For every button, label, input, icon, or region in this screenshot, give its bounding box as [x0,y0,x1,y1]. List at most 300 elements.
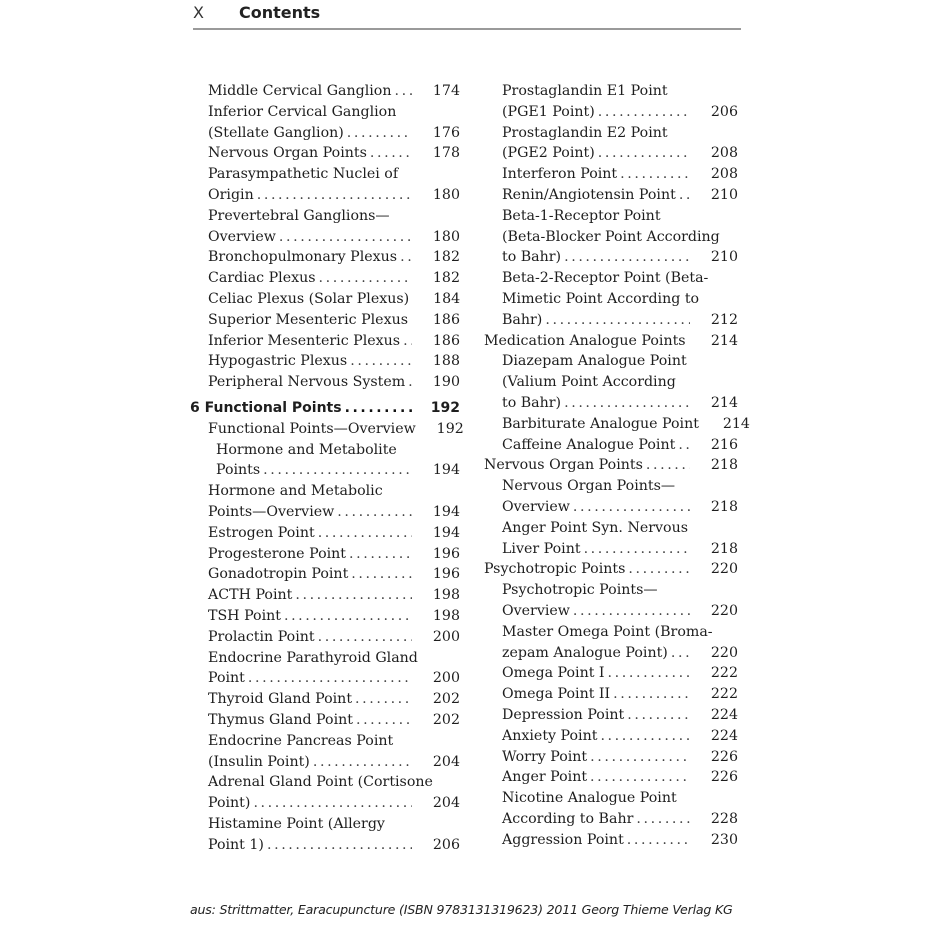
toc-page-number: 188 [432,353,460,370]
toc-entry-line [502,788,738,809]
toc-page-number: 202 [432,711,460,728]
dot-leader [628,559,690,580]
dot-leader [564,393,690,414]
toc-entry-line [502,289,738,310]
toc-entry-title: to Bahr) [502,394,562,411]
toc-entry-line [208,227,460,248]
toc-entry-title: Overview [502,498,570,515]
dot-leader [545,310,690,331]
toc-entry [484,331,738,352]
toc-entry [190,331,460,352]
toc-entry-line [208,523,460,544]
dot-leader [671,643,690,664]
toc-page-number: 194 [432,462,460,479]
toc-entry-line [208,793,460,814]
toc-entry-title: Estrogen Point [208,524,315,541]
toc-entry-title: Nervous Organ Points— [502,478,676,495]
toc-entry-title: Master Omega Point (Broma- [502,623,713,640]
toc-entry [190,544,460,565]
toc-entry [484,684,738,705]
toc-entry-line [208,268,460,289]
toc-chapter-entry [190,398,460,419]
toc-entry-title: zepam Analogue Point) [502,644,668,661]
toc-entry [484,185,738,206]
dot-leader [349,544,412,565]
toc-entry-line [208,123,460,144]
dot-leader [613,684,690,705]
toc-page-number: 194 [432,503,460,520]
toc-entry-line [208,81,460,102]
dot-leader [319,268,412,289]
toc-entry-line [502,268,738,289]
toc-entry [190,81,460,102]
dot-leader [370,143,412,164]
dot-leader [627,830,690,851]
toc-entry-title: Inferior Mesenteric Plexus [208,332,401,349]
dot-leader [598,102,690,123]
toc-entry-line [502,81,738,102]
toc-entry [484,580,738,622]
toc-page-number: 202 [432,691,460,708]
toc-page-number: 230 [710,831,738,848]
toc-entry-line [502,206,738,227]
dot-leader [355,689,412,710]
toc-page-number: 220 [710,561,738,578]
dot-leader [600,726,690,747]
toc-entry [484,81,738,123]
toc-entry-title: (Valium Point According [502,374,676,391]
toc-page-number: 216 [710,436,738,453]
toc-entry-title: Renin/Angiotensin Point [502,186,676,203]
dot-leader [403,331,412,352]
toc-page-number: 190 [432,374,460,391]
toc-entry-title: Liver Point [502,540,581,557]
toc-entry-title: Points—Overview [208,503,335,520]
toc-entry-line [502,227,738,248]
toc-entry-line [502,164,738,185]
toc-entry-line [208,544,460,565]
toc-entry-title: Bronchopulmonary Plexus [208,249,398,266]
toc-entry-title: Gonadotropin Point [208,566,349,583]
toc-column-left [190,81,464,855]
toc-entry [484,518,738,560]
toc-entry-line [208,814,460,835]
toc-entry-line [208,372,460,393]
toc-entry-line [502,185,738,206]
toc-page-number: 212 [710,311,738,328]
toc-page-number: 204 [432,753,460,770]
toc-entry-line [208,648,460,669]
toc-entry-line [502,747,738,768]
toc-entry-title: TSH Point [208,607,281,624]
toc-page-number: 218 [710,498,738,515]
toc-entry [190,710,460,731]
toc-entry [190,143,460,164]
toc-entry-title: Prolactin Point [208,628,315,645]
toc-entry-title: to Bahr) [502,249,562,266]
toc-page-number: 196 [432,545,460,562]
toc-entry-line [502,684,738,705]
toc-entry-line [208,689,460,710]
toc-entry-line [208,668,460,689]
toc-page-number: 224 [710,706,738,723]
toc-entry-line [208,289,460,310]
toc-entry-line [502,476,738,497]
toc-entry-title: Thyroid Gland Point [208,691,353,708]
toc-entry [484,206,738,268]
toc-entry-title: Endocrine Parathyroid Gland [208,649,418,666]
toc-entry [190,564,460,585]
toc-entry-line [208,731,460,752]
toc-page-number: 206 [432,836,460,853]
dot-leader [620,164,690,185]
toc-entry [190,627,460,648]
toc-entry-title: Progesterone Point [208,545,346,562]
toc-entry [190,289,460,310]
toc-page-number: 180 [432,228,460,245]
toc-page-number: 180 [432,186,460,203]
toc-entry-title: Points [216,462,261,479]
toc-entry [190,419,464,440]
toc-page-number: 200 [432,628,460,645]
toc-entry-title: Overview [208,228,276,245]
toc-entry-title: Adrenal Gland Point (Cortisone [208,774,433,791]
toc-entry-line [208,627,460,648]
toc-entry [190,689,460,710]
toc-entry-line [208,310,460,331]
toc-entry [484,164,738,185]
toc-page-number: 194 [432,524,460,541]
toc-entry-title: Prostaglandin E2 Point [502,124,668,141]
toc-entry-line [208,143,460,164]
page-number-roman: X [193,3,204,22]
toc-entry-title: Beta-1-Receptor Point [502,207,661,224]
toc-page-number: 218 [710,457,738,474]
toc-page-number: 182 [432,270,460,287]
dot-leader [573,601,690,622]
toc-entry-title: Aggression Point [502,831,624,848]
toc-page-number: 186 [432,311,460,328]
toc-entry [190,164,460,206]
toc-entry [484,476,738,518]
toc-entry-line [502,497,738,518]
toc-entry-title: Diazepam Analogue Point [502,353,687,370]
toc-page-number: 206 [710,103,738,120]
toc-page-number: 186 [432,332,460,349]
toc-page-number: 192 [436,420,464,437]
source-footer: aus: Strittmatter, Earacupuncture (ISBN 9783131319623) 2011 Georg Thieme Verlag KG [190,902,733,917]
toc-entry [190,206,460,248]
toc-entry [190,351,460,372]
dot-leader [356,710,412,731]
dot-leader [318,523,412,544]
toc-entry-line [502,705,738,726]
toc-entry-title: Nervous Organ Points [208,145,367,162]
toc-entry-title: Medication Analogue Points [484,332,686,349]
dot-leader [564,247,690,268]
toc-entry-title: Barbiturate Analogue Point [502,415,699,432]
dot-leader [313,752,412,773]
toc-entry [190,772,460,814]
toc-entry-title: Hormone and Metabolic [208,483,383,500]
toc-entry-line [208,351,460,372]
toc-page-number: 182 [432,249,460,266]
toc-entry [190,606,460,627]
dot-leader [263,460,412,481]
toc-entry-title: Nervous Organ Points [484,457,643,474]
toc-entry-title: Functional Points—Overview [208,420,416,437]
toc-entry-line [484,559,738,580]
toc-entry-line [502,372,738,393]
toc-entry-line [208,185,460,206]
dot-leader [267,835,412,856]
toc-page-number: 214 [722,415,750,432]
dot-leader [636,809,690,830]
toc-entry [190,814,460,856]
toc-page-number: 220 [710,602,738,619]
toc-entry [484,788,738,830]
toc-entry-title: Point 1) [208,836,264,853]
toc-entry-line [502,435,738,456]
toc-page-number: 226 [710,748,738,765]
toc-entry [484,414,750,435]
toc-entry-line [502,123,738,144]
dot-leader [253,793,412,814]
dot-leader [345,398,412,419]
toc-entry-line [208,164,460,185]
toc-entry-title: Psychotropic Points [484,561,626,578]
toc-entry-title: Mimetic Point According to [502,290,700,307]
toc-entry [190,731,460,773]
toc-entry-line [208,481,460,502]
toc-entry-title: Prostaglandin E1 Point [502,83,668,99]
dot-leader [646,455,690,476]
dot-leader [584,539,690,560]
dot-leader [598,143,690,164]
toc-entry-title: Thymus Gland Point [208,711,353,728]
toc-page-number: 174 [432,83,460,99]
dot-leader [590,767,690,788]
toc-page-number: 222 [710,665,738,682]
toc-entry-title: Interferon Point [502,166,618,183]
toc-entry [484,268,738,330]
toc-entry-title: Origin [208,186,254,203]
dot-leader [573,497,690,518]
toc-entry-title: Omega Point I [502,665,605,682]
toc-entry-line [208,331,460,352]
toc-entry [484,622,738,664]
toc-entry-line [502,518,738,539]
toc-entry [484,559,738,580]
toc-entry-title: Caffeine Analogue Point [502,436,676,453]
toc-page-number: 226 [710,769,738,786]
toc-entry [484,435,738,456]
toc-entry [484,705,738,726]
toc-entry-line [502,143,738,164]
toc-entry-line [208,502,460,523]
toc-page-number: 210 [710,186,738,203]
toc-entry [190,372,460,393]
toc-entry-line [502,663,738,684]
page-title: Contents [239,3,321,22]
toc-entry [484,767,738,788]
toc-entry-line [502,726,738,747]
toc-entry-title: Point [208,670,245,687]
toc-entry-line [208,835,460,856]
toc-page-number: 214 [710,332,738,349]
toc-entry-title: Hormone and Metabolite [216,441,397,458]
dot-leader [590,747,690,768]
toc-entry-title: (Stellate Ganglion) [208,124,344,141]
toc-page-number: 204 [432,795,460,812]
toc-entry-title: 6 Functional Points [190,399,342,416]
toc-entry-line [208,752,460,773]
toc-entry-title: (Insulin Point) [208,753,310,770]
toc-entry [484,351,738,413]
dot-leader [248,668,412,689]
dot-leader [394,81,412,102]
dot-leader [608,663,690,684]
dot-leader [627,705,690,726]
toc-entry-line [502,767,738,788]
toc-page-number: 208 [710,145,738,162]
toc-entry-line [208,419,464,440]
toc-entry-line [502,830,738,851]
toc-entry-line [208,772,460,793]
toc-entry-line [208,206,460,227]
toc-entry-line [216,440,460,461]
dot-leader [257,185,412,206]
toc-entry [190,310,460,331]
toc-entry-title: Inferior Cervical Ganglion [208,103,397,120]
toc-entry-title: Overview [502,602,570,619]
toc-page-number: 222 [710,686,738,703]
toc-page-number: 228 [710,810,738,827]
dot-leader [318,627,412,648]
toc-column-right [484,81,750,850]
toc-entry-title: Hypogastric Plexus [208,353,348,370]
toc-entry-line [502,809,738,830]
dot-leader [347,123,412,144]
toc-entry-line [502,539,738,560]
toc-entry [484,747,738,768]
toc-entry-line [208,564,460,585]
page-header [193,0,741,30]
dot-leader [350,351,412,372]
toc-entry-line [208,247,460,268]
toc-entry-line [216,460,460,481]
toc-entry [190,268,460,289]
toc-entry [484,663,738,684]
toc-page-number: 218 [710,540,738,557]
toc-entry-line [208,585,460,606]
dot-leader [400,247,412,268]
toc-entry-title: Bahr) [502,311,543,328]
toc-entry-title: Parasympathetic Nuclei of [208,166,399,183]
dot-leader [678,435,690,456]
toc-entry-line [208,606,460,627]
toc-entry-title: Endocrine Pancreas Point [208,732,394,749]
dot-leader [337,502,412,523]
toc-entry [484,830,738,851]
toc-entry-title: Cardiac Plexus [208,270,316,287]
toc-entry [190,523,460,544]
toc-entry-line [502,601,738,622]
toc-page-number: 196 [432,566,460,583]
toc-entry [190,247,460,268]
toc-entry-line [502,310,738,331]
dot-leader [351,564,412,585]
toc-entry [190,481,460,523]
toc-entry-line [484,331,738,352]
toc-entry-line [502,622,738,643]
toc-entry-title: Depression Point [502,706,625,723]
toc-entry-title: (PGE1 Point) [502,103,595,120]
toc-entry-line [502,247,738,268]
toc-entry-title: Middle Cervical Ganglion [208,83,392,99]
toc-entry-title: ACTH Point [208,587,293,604]
toc-page-number: 192 [430,399,460,416]
dot-leader [679,185,690,206]
toc-page-number: 178 [432,145,460,162]
toc-entry-title: Nicotine Analogue Point [502,790,677,807]
toc-entry-title: Prevertebral Ganglions— [208,207,390,224]
toc-entry-title: Histamine Point (Allergy [208,815,385,832]
toc-entry [190,648,460,690]
toc-entry-line [208,102,460,123]
toc-entry-title: Point) [208,795,251,812]
toc-entry-title: Superior Mesenteric Plexus [208,311,408,328]
toc-entry-title: Peripheral Nervous System [208,374,406,391]
toc-entry [190,440,460,482]
toc-page-number: 224 [710,727,738,744]
toc-page-number: 198 [432,607,460,624]
toc-page-number: 220 [710,644,738,661]
toc-page-number: 176 [432,124,460,141]
toc-page-number: 208 [710,166,738,183]
toc-entry-line [502,351,738,372]
toc-page-number: 214 [710,394,738,411]
toc-entry-title: Beta-2-Receptor Point (Beta- [502,270,709,287]
dot-leader [284,606,412,627]
toc-entry-title: Omega Point II [502,686,611,703]
toc-entry-title: Celiac Plexus (Solar Plexus) [208,290,410,307]
toc-entry-line [502,414,750,435]
toc-page-number: 198 [432,587,460,604]
toc-entry [484,123,738,165]
toc-entry-line [502,643,738,664]
toc-entry-line [208,710,460,731]
toc-page-number: 210 [710,249,738,266]
toc-entry-title: According to Bahr [502,810,634,827]
toc-entry-line [502,102,738,123]
toc-entry-title: Psychotropic Points— [502,582,658,599]
dot-leader [295,585,412,606]
toc-page-number: 200 [432,670,460,687]
toc-entry-title: (PGE2 Point) [502,145,595,162]
toc-page-number: 184 [433,290,461,307]
toc-entry [484,455,738,476]
toc-entry [484,726,738,747]
toc-entry-title: Worry Point [502,748,588,765]
toc-entry-title: Anger Point Syn. Nervous [502,519,689,536]
toc-entry-title: (Beta-Blocker Point According [502,228,720,245]
toc-entry-title: Anger Point [502,769,588,786]
toc-entry-line [190,398,460,419]
toc-entry-line [484,455,738,476]
toc-entry [190,585,460,606]
dot-leader [279,227,412,248]
